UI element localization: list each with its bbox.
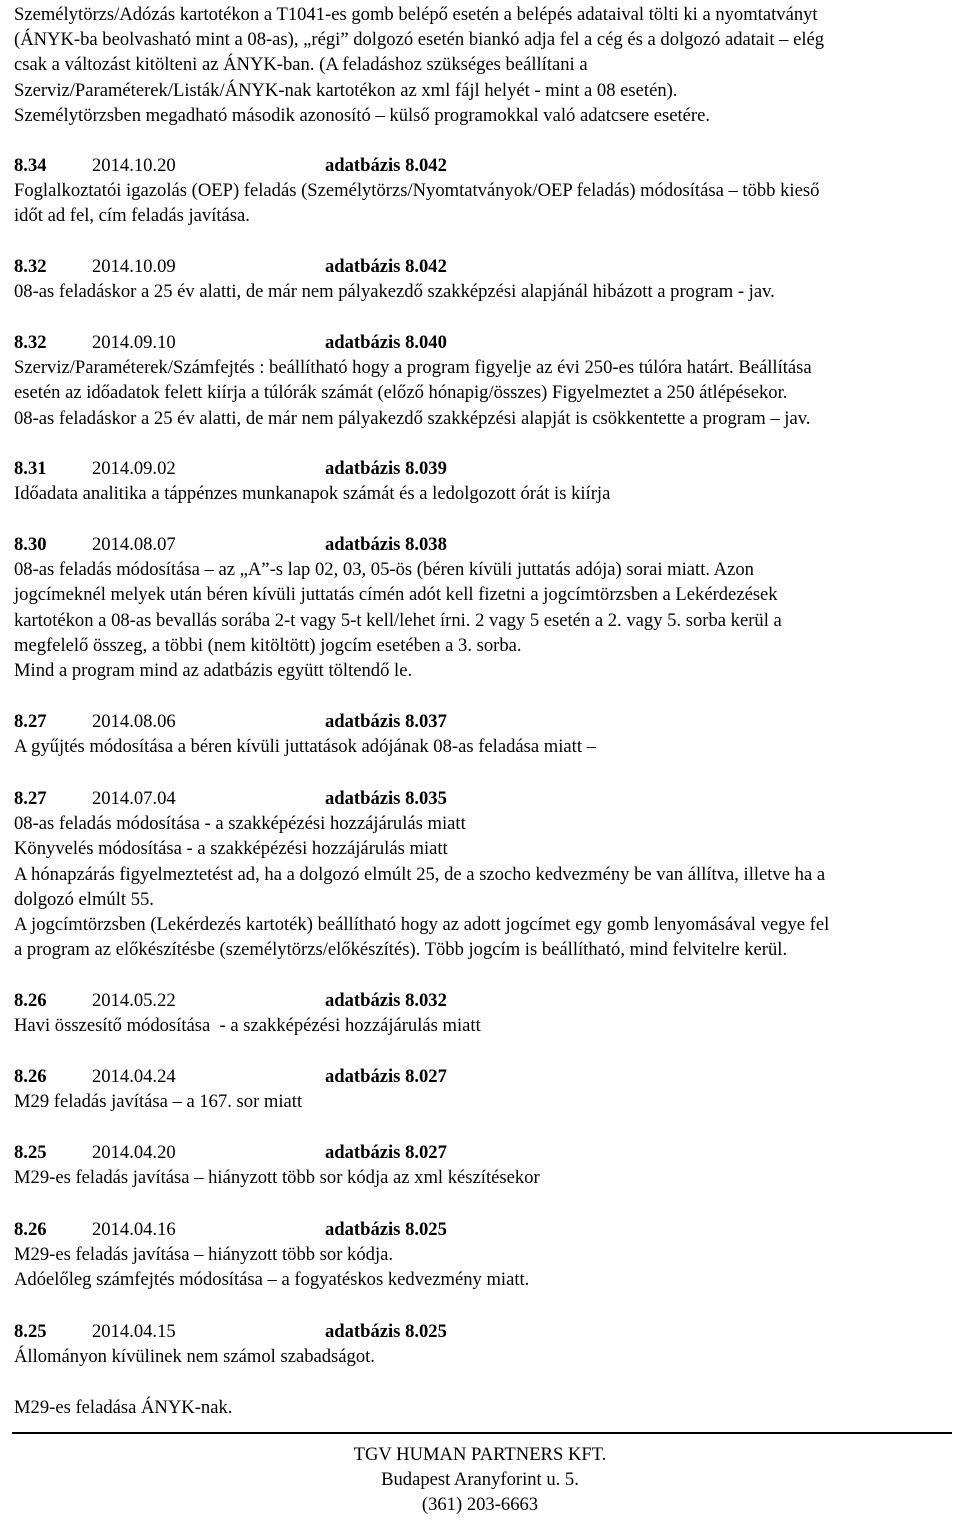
entry-db-version: adatbázis 8.038 (325, 534, 447, 555)
entry-version: 8.25 (14, 1321, 47, 1342)
changelog-entry (14, 1064, 954, 1114)
entry-date: 2014.04.20 (92, 1142, 176, 1163)
intro-line: Személytörzsben megadható második azonosító – külső programokkal való adatcsere esetére. (14, 104, 711, 126)
entry-db-version: adatbázis 8.042 (325, 256, 447, 277)
entry-header (14, 153, 954, 178)
entry-version: 8.31 (14, 458, 47, 479)
entry-date: 2014.05.22 (92, 990, 176, 1011)
intro-line: csak a változást kitölteni az ÁNYK-ban. (A feladáshoz szükséges beállítani a (14, 54, 588, 76)
intro-paragraph (14, 2, 954, 128)
entry-date: 2014.09.02 (92, 458, 176, 479)
footer-phone: (361) 203-6663 (421, 1494, 539, 1516)
entry-text-line: időt ad fel, cím feladás javítása. (14, 205, 250, 227)
intro-line: Személytörzs/Adózás kartotékon a T1041-es gomb belépő esetén a belépés adataival tölti ki a nyomtatványt (14, 4, 818, 25)
entry-db-version: adatbázis 8.042 (325, 155, 447, 176)
entry-text-line: kartotékon a 08-as bevallás sorába 2-t vagy 5-t kell/lehet írni. 2 vagy 5 esetén a 2. vagy 5. sorba kerül a (14, 609, 782, 631)
entry-header (14, 330, 954, 355)
entry-text-line: Szerviz/Paraméterek/Számfejtés : beállítható hogy a program figyelje az évi 250-es túlóra határt. Beállítása (14, 357, 812, 379)
footer (0, 1442, 960, 1518)
entry-db-version: adatbázis 8.025 (325, 1219, 447, 1240)
entry-text-line: 08-as feladáskor a 25 év alatti, de már nem pályakezdő szakképzési alapjánál hibázott a program - jav. (14, 281, 775, 303)
changelog-entry (14, 988, 954, 1038)
entry-text-line: Állományon kívülinek nem számol szabadságot. (14, 1346, 375, 1368)
changelog-entry (14, 1217, 954, 1293)
entry-date: 2014.04.24 (92, 1066, 176, 1087)
entry-version: 8.32 (14, 256, 47, 277)
entry-date: 2014.10.09 (92, 256, 176, 277)
entry-version: 8.27 (14, 711, 47, 732)
entry-date: 2014.08.06 (92, 711, 176, 732)
entry-db-version: adatbázis 8.040 (325, 332, 447, 353)
entry-text-line: A hónapzárás figyelmeztetést ad, ha a dolgozó elmúlt 25, de a szocho kedvezmény be van állítva, illetve ha a (14, 863, 826, 885)
entry-date: 2014.08.07 (92, 534, 176, 555)
entry-text-line (14, 1369, 954, 1394)
entry-header (14, 532, 954, 557)
entry-header (14, 1064, 954, 1089)
footer-company: TGV HUMAN PARTNERS KFT. (353, 1444, 607, 1465)
entry-header (14, 786, 954, 811)
entry-db-version: adatbázis 8.025 (325, 1321, 447, 1342)
entry-header (14, 988, 954, 1013)
entry-version: 8.26 (14, 1066, 47, 1087)
entry-text-line: 08-as feladáskor a 25 év alatti, de már nem pályakezdő szakképzési alapját is csökkentette a program – jav. (14, 407, 811, 429)
changelog-entry (14, 1319, 954, 1420)
entry-text-line: Adóelőleg számfejtés módosítása – a fogyatéskos kedvezmény miatt. (14, 1269, 530, 1291)
entry-date: 2014.07.04 (92, 788, 176, 809)
entry-version: 8.34 (14, 155, 47, 176)
entry-text-line: 08-as feladás módosítása - a szakképézési hozzájárulás miatt (14, 813, 466, 835)
entry-version: 8.26 (14, 1219, 47, 1240)
entry-db-version: adatbázis 8.035 (325, 788, 447, 809)
entry-text-line: M29-es feladás javítása – hiányzott több sor kódja az xml készítésekor (14, 1167, 540, 1189)
intro-line: (ÁNYK-ba beolvasható mint a 08-as), „régi” dolgozó esetén biankó adja fel a cég és a dolgozó adatait – elég (14, 29, 825, 51)
changelog-entry (14, 786, 954, 962)
entry-text-line: jogcímeknél melyek után béren kívüli juttatás címén adót kell fizetni a jogcímtörzsben a Lekérdezések (14, 584, 778, 606)
entry-db-version: adatbázis 8.037 (325, 711, 447, 732)
entry-text-line: A jogcímtörzsben (Lekérdezés kartoték) beállítható hogy az adott jogcímet egy gomb lenyomásával vegye fel (14, 914, 830, 935)
entry-text-line: a program az előkészítésbe (személytörzs/előkészítés). Több jogcím is beállítható, mind felvitelre kerül. (14, 939, 788, 961)
entry-db-version: adatbázis 8.032 (325, 990, 447, 1011)
changelog-entry (14, 709, 954, 759)
entry-version: 8.26 (14, 990, 47, 1011)
entry-text-line: M29-es feladás javítása – hiányzott több sor kódja. (14, 1244, 394, 1266)
entry-text-line: M29 feladás javítása – a 167. sor miatt (14, 1091, 303, 1113)
intro-line: Szerviz/Paraméterek/Listák/ÁNYK-nak kartotékon az xml fájl helyét - mint a 08 esetén). (14, 79, 678, 101)
entry-text-line: Foglalkoztatói igazolás (OEP) feladás (Személytörzs/Nyomtatványok/OEP feladás) módosítása – több kieső (14, 180, 820, 202)
entry-text-line: A gyűjtés módosítása a béren kívüli juttatások adójának 08-as feladása miatt – (14, 736, 596, 758)
entry-version: 8.25 (14, 1142, 47, 1163)
entry-date: 2014.09.10 (92, 332, 176, 353)
entry-date: 2014.04.15 (92, 1321, 176, 1342)
entry-header (14, 254, 954, 279)
entry-text-line: megfelelő összeg, a többi (nem kitöltött) jogcím esetében a 3. sorba. (14, 634, 522, 656)
entry-text-line: Időadata analitika a táppénzes munkanapok számát és a ledolgozott órát is kiírja (14, 483, 611, 505)
entry-db-version: adatbázis 8.027 (325, 1142, 447, 1163)
entry-version: 8.30 (14, 534, 47, 555)
footer-divider (12, 1432, 952, 1434)
entry-header (14, 1217, 954, 1242)
entry-version: 8.27 (14, 788, 47, 809)
changelog-entry (14, 254, 954, 304)
entry-header (14, 709, 954, 734)
entry-header (14, 456, 954, 481)
changelog-entry (14, 456, 954, 506)
entry-text-line: Havi összesítő módosítása - a szakképézési hozzájárulás miatt (14, 1015, 481, 1037)
entry-text-line: esetén az időadatok felett kiírja a túlórák számát (előző hónapig/összes) Figyelmeztet a 250 átlépésekor. (14, 382, 788, 404)
entry-date: 2014.04.16 (92, 1219, 176, 1240)
entry-header (14, 1140, 954, 1165)
footer-address: Budapest Aranyforint u. 5. (381, 1469, 579, 1491)
entry-db-version: adatbázis 8.027 (325, 1066, 447, 1087)
changelog-entry (14, 330, 954, 431)
changelog-entry (14, 532, 954, 683)
entry-text-line: 08-as feladás módosítása – az „A”-s lap 02, 03, 05-ös (béren kívüli juttatás adója) sorai miatt. Azon (14, 559, 754, 581)
entry-text-line: Mind a program mind az adatbázis együtt töltendő le. (14, 660, 413, 681)
entry-text-line: Könyvelés módosítása - a szakképézési hozzájárulás miatt (14, 838, 448, 860)
entry-text-line: M29-es feladása ÁNYK-nak. (14, 1396, 233, 1418)
changelog-entry (14, 1140, 954, 1190)
entry-header (14, 1319, 954, 1344)
entry-date: 2014.10.20 (92, 155, 176, 176)
entry-db-version: adatbázis 8.039 (325, 458, 447, 479)
changelog-entry (14, 153, 954, 229)
entry-version: 8.32 (14, 332, 47, 353)
entry-text-line: dolgozó elmúlt 55. (14, 888, 154, 910)
